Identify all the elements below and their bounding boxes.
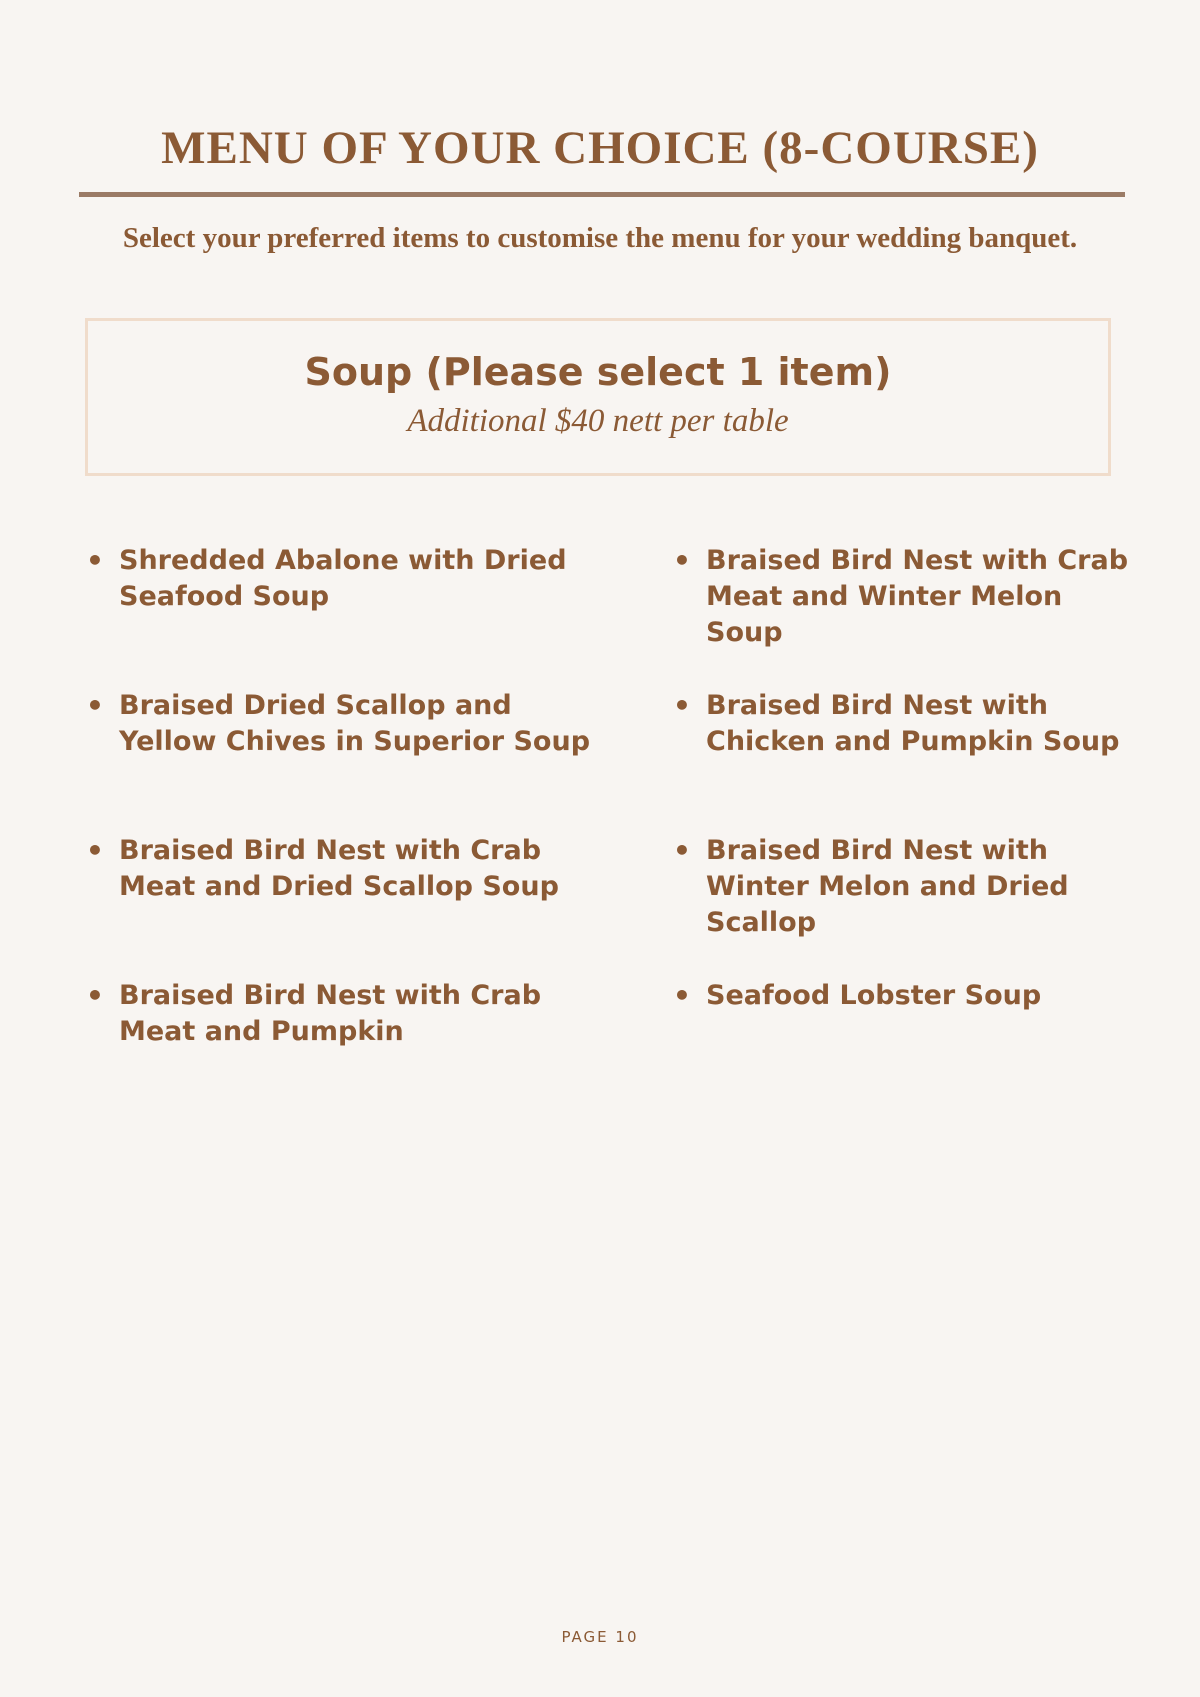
bullet-icon: • bbox=[86, 834, 104, 867]
bullet-icon: • bbox=[673, 544, 691, 577]
menu-item bbox=[86, 543, 616, 615]
bullet-icon: • bbox=[673, 834, 691, 867]
menu-item bbox=[673, 688, 1133, 760]
menu-item bbox=[673, 833, 1133, 941]
menu-item-label: Braised Bird Nest with Crab Meat and Pumpkin bbox=[119, 980, 542, 1047]
bullet-icon: • bbox=[86, 979, 104, 1012]
menu-item bbox=[86, 978, 616, 1050]
title-divider bbox=[79, 192, 1125, 197]
menu-item bbox=[86, 688, 616, 760]
bullet-icon: • bbox=[86, 544, 104, 577]
page-subtitle: Select your preferred items to customise the menu for your wedding banquet. bbox=[122, 222, 1078, 254]
menu-item bbox=[673, 543, 1133, 651]
bullet-icon: • bbox=[673, 979, 691, 1012]
bullet-icon: • bbox=[673, 689, 691, 722]
menu-item-label: Shredded Abalone with Dried Seafood Soup bbox=[119, 545, 567, 612]
menu-item bbox=[86, 833, 616, 905]
section-heading: Soup (Please select 1 item) bbox=[304, 350, 892, 394]
menu-item bbox=[673, 978, 1133, 1014]
section-price-note: Additional $40 nett per table bbox=[407, 403, 789, 439]
menu-item-label: Braised Bird Nest with Crab Meat and Dried Scallop Soup bbox=[119, 835, 559, 902]
menu-item-label: Braised Bird Nest with Winter Melon and Dried Scallop bbox=[706, 835, 1069, 938]
menu-item-label: Braised Dried Scallop and Yellow Chives in Superior Soup bbox=[119, 690, 591, 757]
page-number: PAGE 10 bbox=[561, 1628, 639, 1646]
page-title: MENU OF YOUR CHOICE (8-COURSE) bbox=[161, 122, 1039, 174]
menu-item-label: Braised Bird Nest with Crab Meat and Winter Melon Soup bbox=[706, 545, 1129, 648]
menu-item-label: Braised Bird Nest with Chicken and Pumpkin Soup bbox=[706, 690, 1120, 757]
section-header-box bbox=[85, 318, 1111, 476]
menu-item-label: Seafood Lobster Soup bbox=[706, 980, 1042, 1011]
bullet-icon: • bbox=[86, 689, 104, 722]
